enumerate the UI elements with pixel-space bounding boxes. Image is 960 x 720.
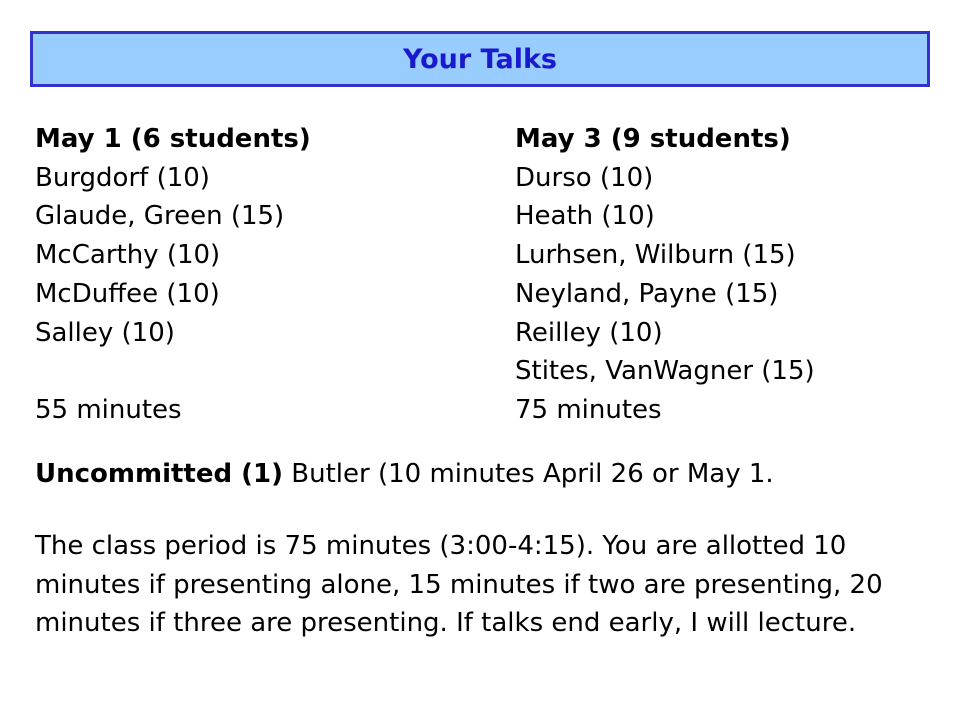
- talk-entry: Durso (10): [515, 162, 654, 193]
- session-heading: May 3 (9 students): [515, 124, 791, 154]
- session-may-1: [35, 120, 505, 430]
- talk-entry: Neyland, Payne (15): [515, 278, 779, 309]
- title-banner: [30, 31, 930, 87]
- talk-entry: Reilley (10): [515, 317, 663, 348]
- talk-entry: McDuffee (10): [35, 278, 220, 309]
- session-total: 55 minutes: [35, 394, 182, 425]
- talk-entry: Stites, VanWagner (15): [515, 356, 815, 387]
- talk-entry: McCarthy (10): [35, 240, 221, 271]
- uncommitted-text: Butler (10 minutes April 26 or May 1.: [283, 459, 774, 489]
- uncommitted-line: [35, 455, 935, 493]
- uncommitted-label: Uncommitted (1): [35, 459, 284, 489]
- page-title: Your Talks: [403, 43, 557, 75]
- talk-entry: Heath (10): [515, 201, 655, 232]
- class-period-note: The class period is 75 minutes (3:00-4:15). You are allotted 10 minutes if presenting alone, 15 minutes if two are presenting, 20 minutes if three are presenting. If talks end early, I will lecture.: [35, 531, 883, 638]
- talk-entry: Burgdorf (10): [35, 162, 210, 193]
- session-heading: May 1 (6 students): [35, 124, 311, 154]
- talk-entry: Lurhsen, Wilburn (15): [515, 240, 796, 271]
- talk-entry: Glaude, Green (15): [35, 201, 285, 232]
- blank-line: [35, 352, 505, 391]
- session-total: 75 minutes: [515, 394, 662, 425]
- session-may-3: [515, 120, 945, 430]
- talk-entry: Salley (10): [35, 317, 175, 348]
